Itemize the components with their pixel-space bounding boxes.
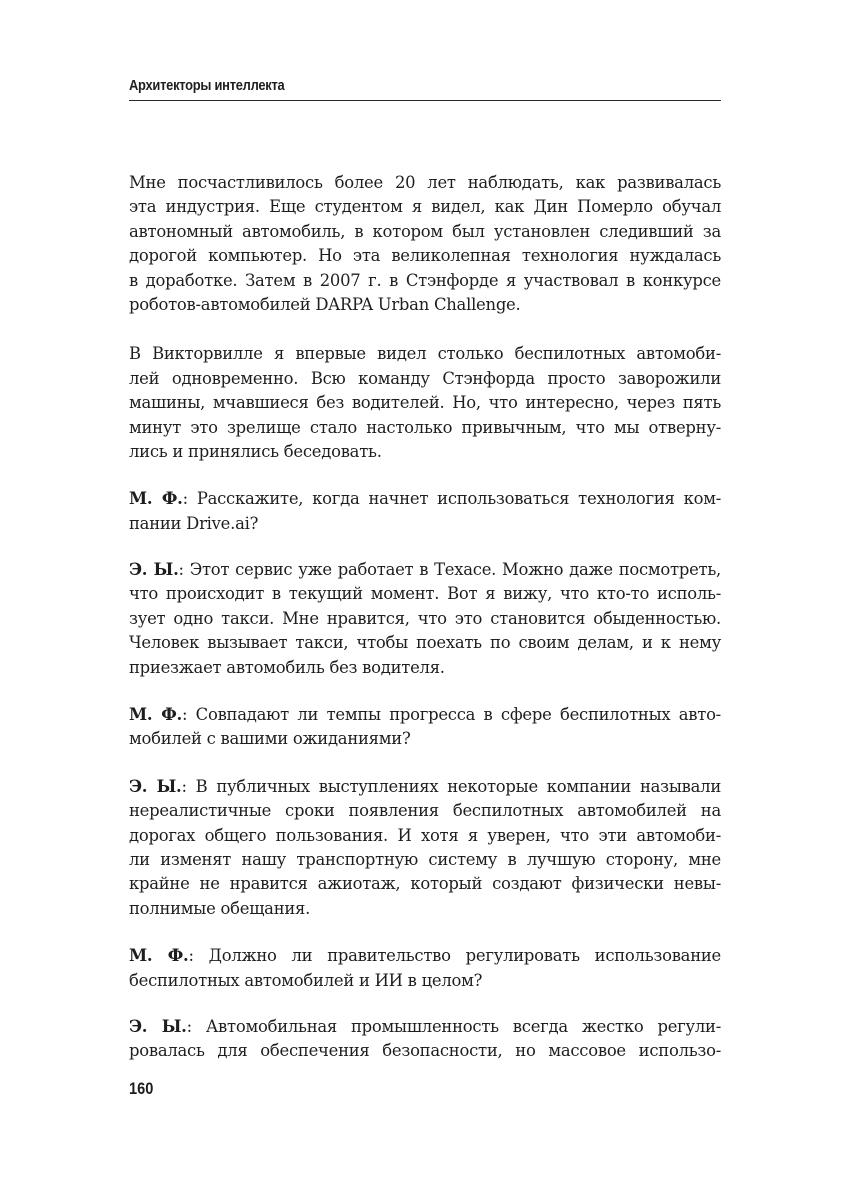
line-text: зует одно такси. Мне нравится, что это становится обыденностью.	[129, 608, 721, 628]
speaker-label: М. Ф.	[129, 946, 189, 966]
paragraph	[129, 342, 721, 464]
line-text: мобилей с вашими ожиданиями?	[129, 729, 411, 749]
line-text: Мне посчастливилось более 20 лет наблюдать, как развивалась	[129, 173, 721, 192]
text-line	[129, 824, 721, 848]
line-text: : Автомобильная промышленность всегда жестко регули-	[186, 1016, 722, 1036]
dialogue-paragraph	[129, 703, 721, 752]
line-text: лей одновременно. Всю команду Стэнфорда просто заворожили	[129, 368, 721, 388]
speaker-label: Э. Ы.	[129, 776, 182, 796]
text-line	[129, 969, 721, 993]
speaker-label: М. Ф.	[129, 489, 183, 509]
text-line	[129, 293, 721, 317]
text-line	[129, 416, 721, 440]
dialogue-paragraph	[129, 775, 721, 921]
line-text: полнимые обещания.	[129, 898, 311, 918]
text-line	[129, 195, 721, 219]
line-text: крайне не нравится ажиотаж, который создают физически невы-	[129, 874, 721, 894]
line-text: В Викторвилле я впервые видел столько беспилотных автомоби-	[129, 344, 721, 364]
line-text: : Совпадают ли темпы прогресса в сфере беспилотных авто-	[182, 705, 721, 725]
speaker-label: Э. Ы.	[129, 1016, 187, 1036]
text-line	[129, 944, 721, 968]
text-line	[129, 656, 721, 680]
running-head-title: Архитекторы интеллекта	[129, 77, 285, 94]
text-line	[129, 269, 721, 293]
running-head	[129, 77, 721, 101]
line-text: в доработке. Затем в 2007 г. в Стэнфорде я участвовал в конкурсе	[129, 270, 721, 290]
line-text: нереалистичные сроки появления беспилотных автомобилей на	[129, 801, 721, 821]
text-line	[129, 1039, 721, 1063]
page-number: 160	[129, 1079, 154, 1098]
paragraph	[129, 171, 721, 317]
line-text: дорогой компьютер. Но эта великолепная технология нуждалась	[129, 246, 721, 266]
text-line	[129, 897, 721, 921]
text-line	[129, 727, 721, 751]
text-line	[129, 171, 721, 195]
line-text: что происходит в текущий момент. Вот я вижу, что кто-то исполь-	[129, 584, 721, 604]
line-text: пании Drive.ai?	[129, 513, 259, 533]
speaker-label: Э. Ы.	[129, 560, 179, 580]
line-text: эта индустрия. Еще студентом я видел, как Дин Померло обучал	[129, 197, 721, 217]
text-line	[129, 558, 721, 582]
speaker-label: М. Ф.	[129, 705, 182, 725]
text-line	[129, 582, 721, 606]
text-line	[129, 775, 721, 799]
dialogue-paragraph	[129, 487, 721, 536]
text-line	[129, 342, 721, 366]
text-line	[129, 487, 721, 511]
text-line	[129, 391, 721, 415]
text-line	[129, 367, 721, 391]
line-text: ровалась для обеспечения безопасности, но массовое использо-	[129, 1041, 721, 1061]
dialogue-paragraph	[129, 944, 721, 993]
line-text: машины, мчавшиеся без водителей. Но, что интересно, через пять	[129, 393, 721, 413]
line-text: приезжает автомобиль без водителя.	[129, 657, 445, 677]
text-line	[129, 1015, 721, 1039]
text-line	[129, 244, 721, 268]
text-line	[129, 440, 721, 464]
text-line	[129, 631, 721, 655]
line-text: беспилотных автомобилей и ИИ в целом?	[129, 970, 483, 990]
text-line	[129, 607, 721, 631]
text-line	[129, 799, 721, 823]
text-line	[129, 703, 721, 727]
line-text: минут это зрелище стало настолько привычным, что мы отверну-	[129, 417, 721, 437]
text-line	[129, 512, 721, 536]
line-text: : Должно ли правительство регулировать использование	[188, 946, 721, 966]
line-text: ли изменят нашу транспортную систему в лучшую сторону, мне	[129, 849, 721, 869]
line-text: : Этот сервис уже работает в Техасе. Можно даже посмотреть,	[178, 560, 721, 580]
page-body	[129, 148, 721, 1064]
dialogue-paragraph	[129, 1015, 721, 1064]
dialogue-paragraph	[129, 558, 721, 680]
line-text: дорогах общего пользования. И хотя я уверен, что эти автомоби-	[129, 825, 721, 845]
line-text: лись и принялись беседовать.	[129, 441, 382, 461]
text-line	[129, 848, 721, 872]
text-line	[129, 220, 721, 244]
line-text: : Расскажите, когда начнет использоваться технология ком-	[182, 489, 721, 509]
line-text: роботов-автомобилей DARPA Urban Challenge.	[129, 294, 521, 314]
line-text: Человек вызывает такси, чтобы поехать по своим делам, и к нему	[129, 633, 721, 653]
line-text: : В публичных выступлениях некоторые компании называли	[181, 776, 721, 796]
text-line	[129, 872, 721, 896]
line-text: автономный автомобиль, в котором был установлен следивший за	[129, 221, 721, 241]
